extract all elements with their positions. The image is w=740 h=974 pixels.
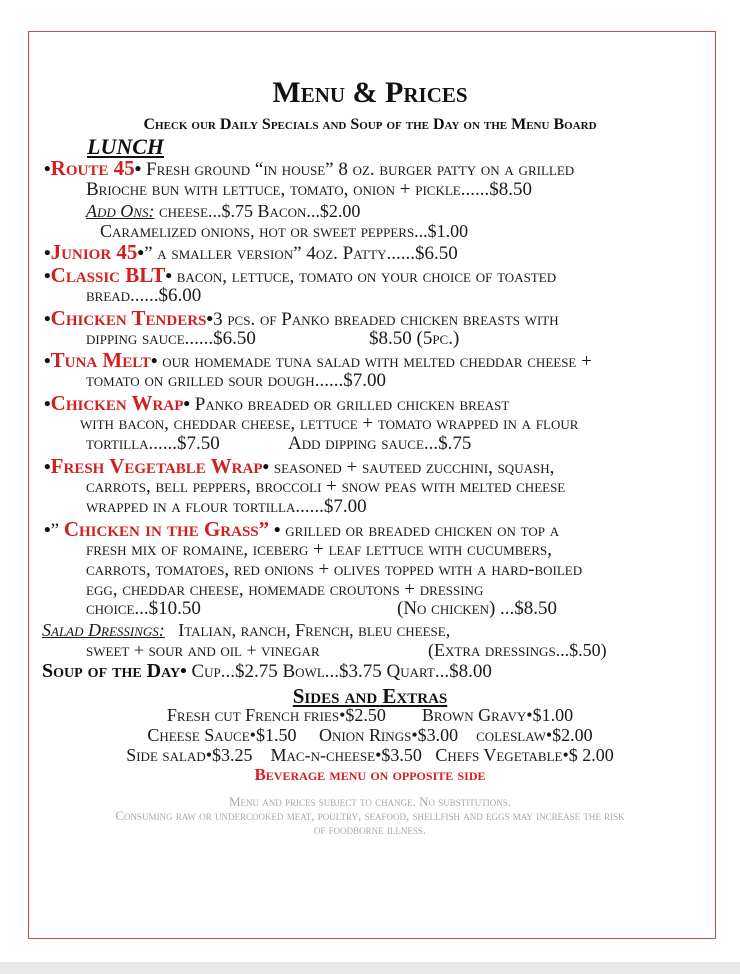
menu-item-fresh-vegetable-wrap: •Fresh Vegetable Wrap• seasoned + sauteed zucchini, squash, — [44, 454, 555, 478]
menu-item-route-45: •Route 45• Fresh ground “in house” 8 oz. burger patty on a grilled — [44, 156, 575, 180]
item-description: tomato on grilled sour dough......$7.00 — [86, 370, 386, 391]
section-label-lunch: LUNCH — [87, 134, 164, 159]
side-item: coleslaw•$2.00 — [476, 725, 593, 745]
item-name: Route 45 — [50, 156, 135, 180]
item-description: dipping sauce......$6.50 — [86, 328, 256, 349]
item-description: ” a smaller version” 4oz. Patty......$6.50 — [144, 243, 458, 264]
item-description: tortilla......$7.50 — [86, 433, 220, 454]
dressings-list: sweet + sour and oil + vinegar — [86, 640, 320, 660]
page-subtitle: Check our Daily Specials and Soup of the Day on the Menu Board — [143, 116, 597, 133]
item-price-alt: $8.50 (5pc.) — [369, 328, 460, 349]
item-description: bread......$6.00 — [86, 285, 202, 306]
item-name: Chicken Tenders — [50, 306, 207, 330]
dressings-label: Salad Dressings: — [42, 620, 165, 640]
menu-item-chicken-tenders: •Chicken Tenders•3 pcs. of Panko breaded chicken breasts with — [44, 306, 559, 330]
item-name: Chicken Wrap — [50, 391, 184, 415]
item-description: our homemade tuna salad with melted cheddar cheese + — [162, 351, 592, 372]
item-description: fresh mix of romaine, iceberg + leaf lettuce with cucumbers, — [86, 539, 552, 560]
menu-item-tuna-melt: •Tuna Melt• our homemade tuna salad with melted cheddar cheese + — [44, 348, 592, 372]
side-item: Mac-n-cheese•$3.50 — [270, 745, 422, 765]
addons-line — [86, 201, 360, 221]
item-description: wrapped in a flour tortilla......$7.00 — [86, 496, 367, 517]
item-description: Panko breaded or grilled chicken breast — [194, 394, 510, 415]
sides-row — [0, 745, 740, 765]
item-description: bacon, lettuce, tomato on your choice of toasted — [176, 266, 557, 287]
addons-text: cheese...$.75 Bacon...$2.00 — [158, 201, 361, 221]
sides-row — [0, 725, 740, 745]
side-item: Chefs Vegetable•$ 2.00 — [435, 745, 614, 765]
addons-label: Add Ons: — [86, 201, 155, 221]
sides-row — [0, 705, 740, 725]
item-description: Brioche bun with lettuce, tomato, onion + pickle......$8.50 — [86, 179, 532, 200]
item-description: choice...$10.50 — [86, 598, 201, 619]
side-item: Onion Rings•$3.00 — [318, 725, 459, 745]
dressings-line — [42, 620, 450, 640]
disclaimer-line: of foodborne illness. — [313, 822, 427, 837]
item-description: 3 pcs. of Panko breaded chicken breasts with — [213, 309, 559, 330]
menu-item-classic-blt: •Classic BLT• bacon, lettuce, tomato on your choice of toasted — [44, 263, 557, 287]
disclaimer-line: Menu and prices subject to change. No substitutions. — [228, 794, 512, 809]
beverage-note: Beverage menu on opposite side — [254, 765, 486, 784]
item-description: Fresh ground “in house” 8 oz. burger patty on a grilled — [146, 159, 575, 180]
side-item: Brown Gravy•$1.00 — [421, 705, 574, 725]
item-price-alt: (No chicken) ...$8.50 — [397, 598, 558, 619]
side-item: Cheese Sauce•$1.50 — [147, 725, 297, 745]
item-description: carrots, tomatoes, red onions + olives topped with a hard-boiled — [86, 559, 583, 580]
item-description: grilled or breaded chicken on top a — [285, 520, 560, 541]
item-addon: Add dipping sauce...$.75 — [288, 433, 472, 454]
item-description: carrots, bell peppers, broccoli + snow peas with melted cheese — [86, 476, 566, 497]
side-item: Fresh cut French fries•$2.50 — [166, 705, 386, 725]
item-name: Classic BLT — [50, 263, 166, 287]
sides-heading: Sides and Extras — [292, 684, 448, 708]
soup-prices: Cup...$2.75 Bowl...$3.75 Quart...$8.00 — [191, 661, 492, 682]
item-name: Chicken in the Grass — [63, 517, 259, 541]
menu-item-chicken-wrap: •Chicken Wrap• Panko breaded or grilled chicken breast — [44, 391, 510, 415]
item-description: with bacon, cheddar cheese, lettuce + tomato wrapped in a flour — [80, 413, 579, 434]
soup-of-the-day: Soup of the Day• Cup...$2.75 Bowl...$3.75 Quart...$8.00 — [42, 660, 492, 682]
item-description: egg, cheddar cheese, homemade croutons + dressing — [86, 579, 484, 600]
page-title: Menu & Prices — [272, 76, 468, 109]
dressings-list: Italian, ranch, French, bleu cheese, — [178, 620, 451, 640]
addons-text: Caramelized onions, hot or sweet peppers...$1.00 — [100, 221, 469, 241]
soup-name: Soup of the Day — [42, 660, 181, 682]
item-name: Junior 45 — [50, 240, 138, 264]
item-description: seasoned + sauteed zucchini, squash, — [273, 457, 555, 478]
item-name: Tuna Melt — [50, 348, 151, 372]
side-item: Side salad•$3.25 — [126, 745, 253, 765]
dressings-extra: (Extra dressings...$.50) — [428, 640, 607, 660]
menu-item-chicken-in-the-grass: •” Chicken in the Grass” • grilled or breaded chicken on top a — [44, 517, 560, 541]
menu-item-junior-45: •Junior 45•” a smaller version” 4oz. Patty......$6.50 — [44, 240, 458, 264]
disclaimer-line: Consuming raw or undercooked meat, poultry, seafood, shellfish and eggs may increase the risk — [115, 808, 625, 823]
item-name: Fresh Vegetable Wrap — [50, 454, 263, 478]
